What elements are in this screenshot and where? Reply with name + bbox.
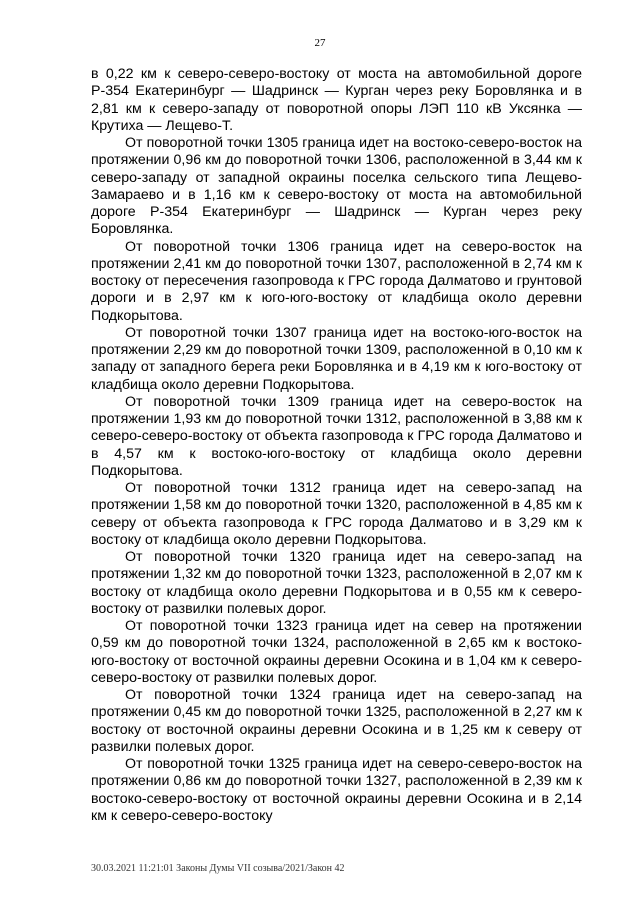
paragraph-1: в 0,22 км к северо-северо-востоку от моста на автомобильной дороге Р-354 Екатеринбург — Шадринск — Курган через реку Боровлянка и в 2,81 км к северо-западу от поворотной опоры ЛЭП 110 кВ Уксянка — Крутиха — Лещево-Т.	[91, 66, 582, 134]
paragraph-2: От поворотной точки 1305 граница идет на востоко-северо-восток на протяжении 0,96 км до поворотной точки 1306, расположенной в 3,44 км к северо-западу от западной окраины поселка сельского типа Лещево-Замараево и в 1,16 км к северо-востоку от моста на автомобильной дороге Р-354 Екатеринбург — Шадринск — Курган через реку Боровлянка.	[91, 135, 582, 238]
paragraph-8: От поворотной точки 1323 граница идет на север на протяжении 0,59 км до поворотной точки 1324, расположенной в 2,65 км к востоко-юго-востоку от восточной окраины деревни Осокина и в 1,04 км к северо-северо-востоку от развилки полевых дорог.	[91, 618, 582, 686]
paragraph-3: От поворотной точки 1306 граница идет на северо-восток на протяжении 2,41 км до поворотной точки 1307, расположенной в 2,74 км к востоку от пересечения газопровода к ГРС города Далматово и грунтовой дороги и в 2,97 км к юго-юго-востоку от кладбища около деревни Подкорытова.	[91, 238, 582, 324]
paragraph-7: От поворотной точки 1320 граница идет на северо-запад на протяжении 1,32 км до поворотной точки 1323, расположенной в 2,07 км к востоку от кладбища около деревни Подкорытова и в 0,55 км к северо-востоку от развилки полевых дорог.	[91, 549, 582, 617]
page-number: 27	[314, 37, 326, 49]
paragraph-6: От поворотной точки 1312 граница идет на северо-запад на протяжении 1,58 км до поворотной точки 1320, расположенной в 4,85 км к северу от объекта газопровода к ГРС города Далматово и в 3,29 км к востоку от кладбища около деревни Подкорытова.	[91, 480, 582, 548]
document-body	[91, 66, 582, 825]
paragraph-10: От поворотной точки 1325 граница идет на северо-северо-восток на протяжении 0,86 км до поворотной точки 1327, расположенной в 2,39 км к востоко-северо-востоку от восточной окраины деревни Осокина и в 2,14 км к северо-северо-востоку	[91, 756, 582, 824]
paragraph-9: От поворотной точки 1324 граница идет на северо-запад на протяжении 0,45 км до поворотной точки 1325, расположенной в 2,27 км к востоку от восточной окраины деревни Осокина и в 1,25 км к северу от развилки полевых дорог.	[91, 687, 582, 755]
paragraph-5: От поворотной точки 1309 граница идет на северо-восток на протяжении 1,93 км до поворотной точки 1312, расположенной в 3,88 км к северо-северо-востоку от объекта газопровода к ГРС города Далматово и в 4,57 км к востоко-юго-востоку от кладбища около деревни Подкорытова.	[91, 393, 582, 479]
paragraph-4: От поворотной точки 1307 граница идет на востоко-юго-восток на протяжении 2,29 км до поворотной точки 1309, расположенной в 0,10 км к западу от западного берега реки Боровлянка и в 4,19 км к юго-востоку от кладбища около деревни Подкорытова.	[91, 324, 582, 393]
document-footer: 30.03.2021 11:21:01 Законы Думы VII созыва/2021/Закон 42	[91, 863, 345, 874]
